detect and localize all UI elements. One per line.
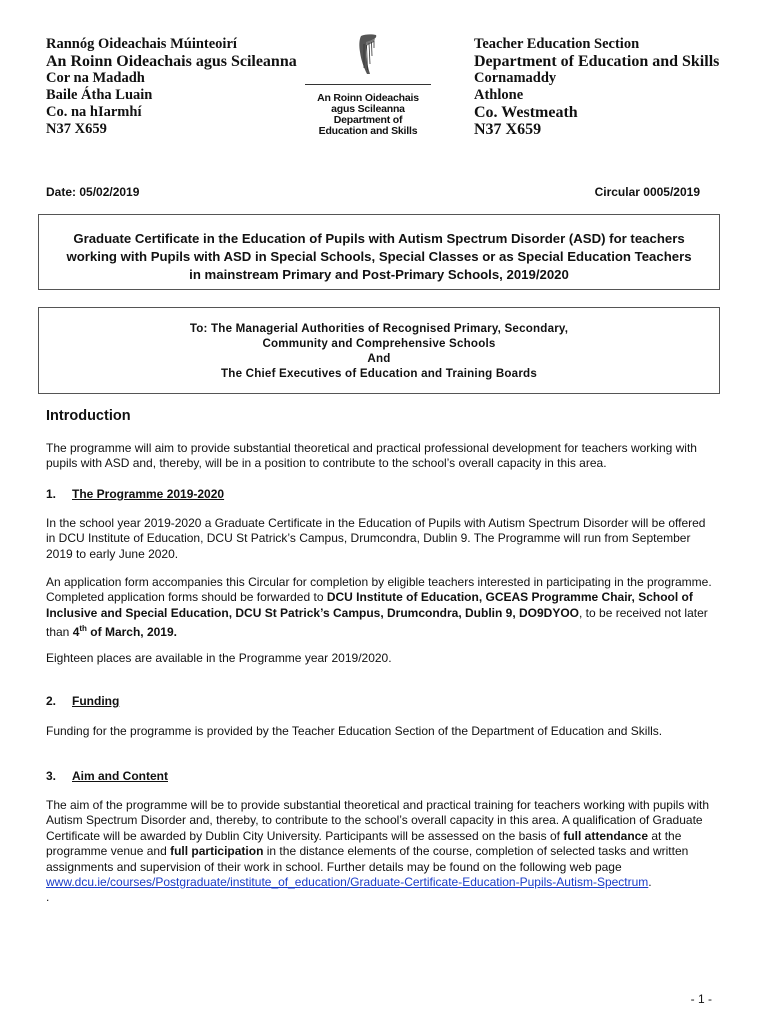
- paragraph-text: In the school year 2019-2020 a Graduate Certificate in the Education of Pupils with Autism Spectrum Disorder will be offered in DCU Institute of Education, DCU St Patrick’s Campus, Drumcondra, Dublin 9. The Programme will run from September 2019 to early June 2020.: [46, 516, 706, 561]
- circular-title-box: [38, 214, 720, 290]
- crest-line: Department of: [333, 114, 403, 126]
- trailing-mark: .: [46, 890, 50, 905]
- section-number: 3.: [46, 769, 57, 783]
- irish-section-name: Rannóg Oideachais Múinteoirí: [46, 36, 237, 52]
- addressee-line: The Chief Executives of Education and Training Boards: [221, 367, 537, 380]
- section-1-paragraph-3: [46, 651, 712, 666]
- addressee-line: To: The Managerial Authorities of Recognised Primary, Secondary,: [189, 322, 569, 335]
- irish-address-line: Cor na Madadh: [46, 70, 145, 86]
- section-3-paragraph: [46, 798, 712, 906]
- section-2-heading: [46, 694, 712, 709]
- section-title: Aim and Content: [72, 769, 168, 783]
- paragraph-text: .: [648, 875, 652, 890]
- paragraph-text: An application form accompanies this Circular for completion by eligible teachers interested in participating in the programme. Completed application forms should be forwarded to: [46, 575, 712, 605]
- section-1-heading: [46, 487, 712, 502]
- paragraph-text: Eighteen places are available in the Programme year 2019/2020.: [46, 651, 392, 665]
- crest-line: An Roinn Oideachais: [317, 92, 419, 104]
- irish-department-name: An Roinn Oideachais agus Scileanna: [46, 53, 297, 70]
- addressee-line: Community and Comprehensive Schools: [262, 337, 496, 350]
- emphasis-text: full participation: [170, 844, 264, 859]
- introduction-heading: Introduction: [46, 408, 131, 424]
- paragraph-text: , to be received not later than: [46, 605, 708, 640]
- deadline-ordinal: th: [79, 624, 87, 634]
- crest-caption: [300, 93, 436, 137]
- title-line: working with Pupils with ASD in Special Schools, Special Classes or as Special Education Teachers: [66, 249, 692, 264]
- deadline-day: 4: [72, 625, 80, 640]
- section-number: 2.: [46, 694, 57, 708]
- addressee-box: [38, 307, 720, 394]
- addressee-line: And: [367, 352, 391, 365]
- section-number: 1.: [46, 487, 57, 501]
- deadline-month: of March, 2019.: [86, 625, 177, 640]
- circular-date: Date: 05/02/2019: [46, 185, 140, 199]
- english-department-name: Department of Education and Skills: [474, 53, 720, 70]
- title-line: in mainstream Primary and Post-Primary Schools, 2019/2020: [189, 267, 569, 282]
- crest-divider: [305, 84, 431, 85]
- section-1-paragraph-1: [46, 516, 712, 562]
- irish-address-line: Co. na hIarmhí: [46, 104, 142, 120]
- harp-icon: [357, 34, 379, 76]
- page-number: - 1 -: [690, 992, 712, 1006]
- paragraph-text: at the programme venue and: [46, 828, 682, 859]
- english-eircode: N37 X659: [474, 121, 542, 138]
- forwarding-address: DCU Institute of Education, GCEAS Programme Chair, School of Inclusive and Special Education, DCU St Patrick’s Campus, Drumcondra, Dublin 9, DO9DYOO: [46, 590, 693, 620]
- irish-address-block: [46, 36, 297, 138]
- irish-eircode: N37 X659: [46, 121, 107, 137]
- section-1-paragraph-2: [46, 575, 712, 641]
- english-address-line: Co. Westmeath: [474, 104, 578, 121]
- crest-line: agus Scileanna: [331, 103, 405, 115]
- irish-address-line: Baile Átha Luain: [46, 87, 153, 103]
- emphasis-text: full attendance: [563, 828, 649, 843]
- english-section-name: Teacher Education Section: [474, 36, 640, 52]
- english-address-line: Cornamaddy: [474, 70, 557, 86]
- section-2-paragraph: [46, 724, 712, 739]
- paragraph-text: in the distance elements of the course, completion of selected tasks and written assignments and supervision of their work in school. Further details may be found on the following web page: [46, 844, 689, 874]
- section-title: Funding: [72, 694, 120, 708]
- section-3-heading: [46, 769, 712, 784]
- circular-number: Circular 0005/2019: [594, 185, 700, 199]
- paragraph-text: The aim of the programme will be to provide substantial theoretical and practical training for teachers working with pupils with Autism Spectrum Disorder and, thereby, to contribute to the school’s overall capacity in this area. A qualification of Graduate Certificate will be awarded by Dublin City University. Participants will be assessed on the basis of: [46, 798, 709, 843]
- section-title: The Programme 2019-2020: [72, 487, 225, 501]
- paragraph-text: Funding for the programme is provided by the Teacher Education Section of the Department of Education and Skills.: [46, 724, 663, 738]
- title-line: Graduate Certificate in the Education of Pupils with Autism Spectrum Disorder (ASD) for teachers: [73, 231, 685, 246]
- date-circular-row: [46, 185, 700, 199]
- introduction-text: The programme will aim to provide substantial theoretical and practical professional development for teachers working with pupils with ASD and, thereby, will be in a position to contribute to the school’s overall capacity in this area.: [46, 441, 697, 471]
- crest-line: Education and Skills: [318, 125, 418, 137]
- english-address-block: [474, 36, 719, 138]
- introduction-paragraph: [46, 441, 712, 472]
- dcu-course-link[interactable]: www.dcu.ie/courses/Postgraduate/institute_of_education/Graduate-Certificate-Education-Pupils-Autism-Spectrum: [46, 875, 649, 890]
- english-address-line: Athlone: [474, 87, 524, 103]
- department-crest: [300, 34, 436, 137]
